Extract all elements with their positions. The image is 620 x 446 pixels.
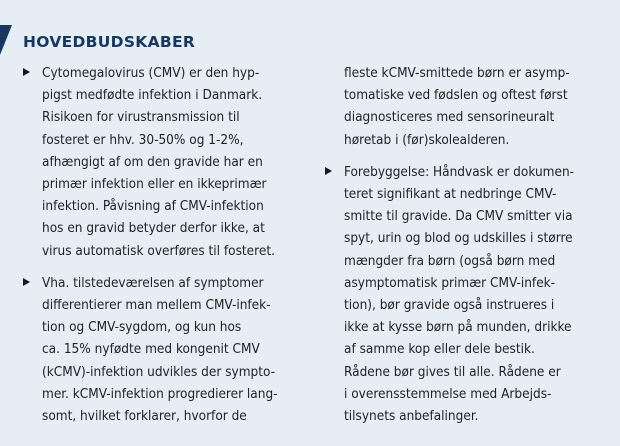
- text-line: i overensstemmelse med Arbejds-: [344, 385, 552, 402]
- right-column: [322, 62, 612, 427]
- text-line: tion), bør gravide også instrueres i: [344, 297, 555, 314]
- corner-accent: [0, 25, 12, 55]
- triangle-bullet-icon: [325, 167, 332, 175]
- text-line: ca. 15% nyfødte med kongenit CMV: [42, 341, 260, 358]
- text-line: mængder fra børn (også børn med: [344, 252, 556, 269]
- bullet-item-1: [20, 62, 306, 262]
- text-line: teret signifikant at nedbringe CMV-: [344, 186, 557, 203]
- text-line: Cytomegalovirus (CMV) er den hyp-: [42, 65, 260, 81]
- triangle-bullet-icon: [23, 278, 30, 286]
- text-line: virus automatisk overføres til fosteret.: [42, 242, 275, 259]
- text-line: afhængigt af om den gravide har en: [42, 153, 263, 170]
- bullet-item-3: [322, 161, 612, 427]
- text-line: pigst medfødte infektion i Danmark.: [42, 87, 263, 104]
- text-line: Vha. tilstedeværelsen af symptomer: [42, 274, 264, 291]
- left-column: [20, 62, 306, 427]
- text-line: asymptomatisk primær CMV-infek-: [344, 274, 556, 291]
- text-line: mer. kCMV-infektion progredierer lang-: [42, 385, 278, 402]
- text-line: differentierer man mellem CMV-infek-: [42, 297, 271, 314]
- text-line: ikke at kysse børn på munden, drikke: [344, 319, 572, 336]
- text-line: diagnosticeres med sensorineuralt: [344, 109, 555, 126]
- text-line: Forebyggelse: Håndvask er dokumen-: [344, 163, 575, 180]
- text-line: spyt, urin og blod og udskilles i større: [344, 230, 573, 247]
- bullet-item-2: [20, 272, 306, 427]
- text-line: fosteret er hhv. 30-50% og 1-2%,: [42, 131, 244, 148]
- text-line: fleste kCMV-smittede børn er asymp-: [344, 65, 570, 81]
- text-line: primær infektion eller en ikkeprimær: [42, 176, 267, 193]
- text-line: tomatiske ved fødslen og oftest først: [344, 87, 568, 104]
- text-line: infektion. Påvisning af CMV-infektion: [42, 198, 264, 215]
- bullet-item-2-continuation: [322, 62, 612, 151]
- text-line: Risikoen for virustransmission til: [42, 109, 240, 126]
- text-line: (kCMV)-infektion udvikles der sympto-: [42, 363, 276, 380]
- box-title: HOVEDBUDSKABER: [23, 33, 196, 51]
- text-line: tilsynets anbefalinger.: [344, 408, 479, 425]
- text-line: smitte til gravide. Da CMV smitter via: [344, 208, 573, 225]
- text-line: somt, hvilket forklarer, hvorfor de: [42, 408, 247, 425]
- text-line: af samme kop eller dele bestik.: [344, 341, 535, 358]
- text-line: tion og CMV-sygdom, og kun hos: [42, 319, 242, 336]
- text-line: høretab i (før)skolealderen.: [344, 131, 510, 148]
- text-line: Rådene bør gives til alle. Rådene er: [344, 363, 561, 380]
- text-line: hos en gravid betyder derfor ikke, at: [42, 220, 265, 237]
- triangle-bullet-icon: [23, 68, 30, 76]
